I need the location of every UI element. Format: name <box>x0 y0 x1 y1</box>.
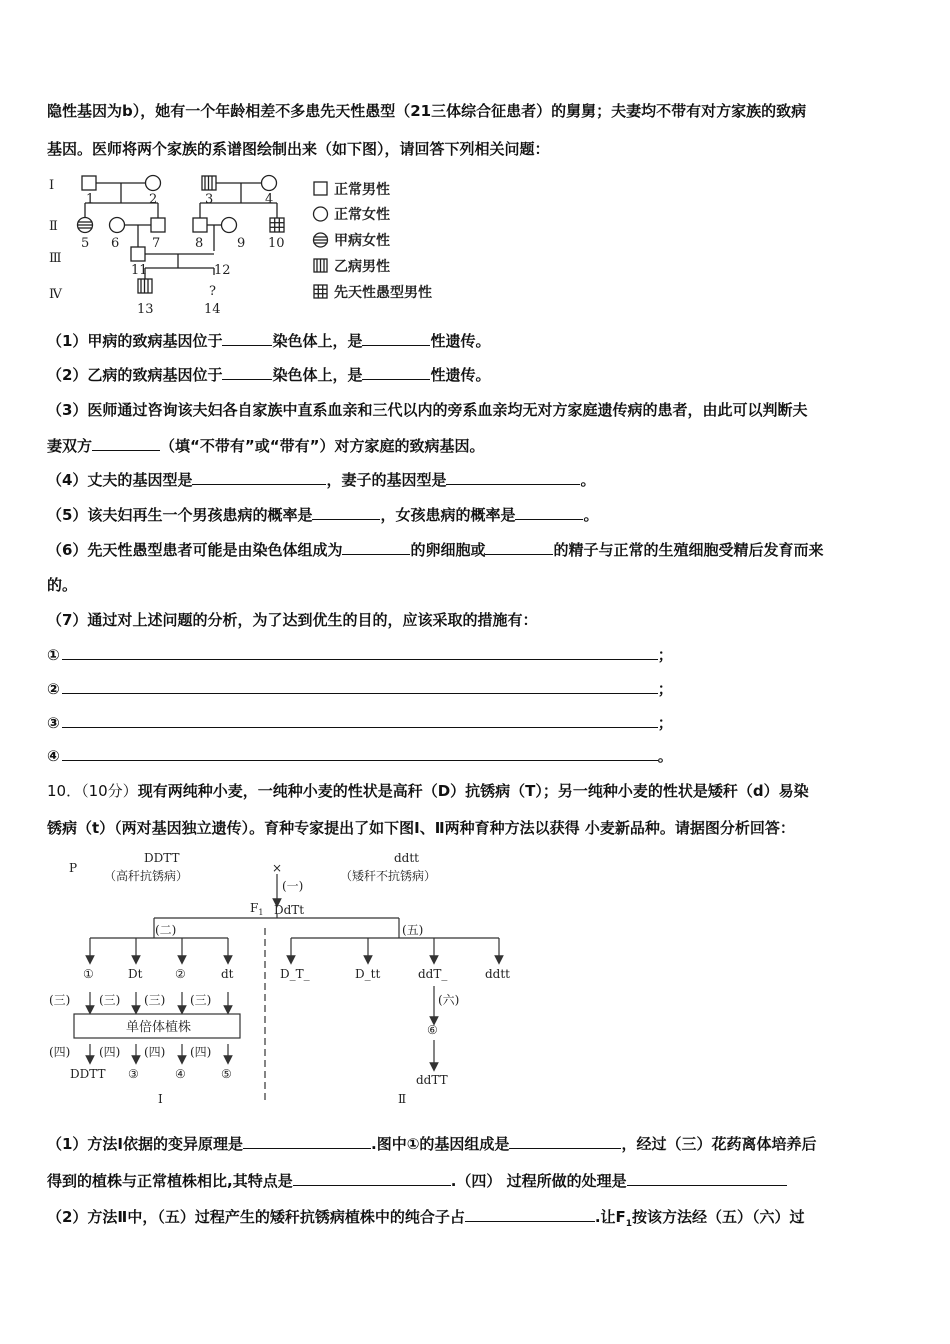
step-3-label: (三) <box>144 993 166 1007</box>
result-4: ④ <box>175 1067 186 1081</box>
individual-8 <box>193 218 207 232</box>
q10-part-1-line-1: （1）方法Ⅰ依据的变异原理是 .图中①的基因组成是 ，经过（三）花药离体培养后 <box>47 1135 817 1153</box>
answer-line-1[interactable]: ① ； <box>47 646 673 664</box>
legend-label: 先天性愚型男性 <box>334 285 432 301</box>
parent1-genotype: DDTT <box>144 851 180 865</box>
type-D_T_: D_T_ <box>280 967 310 981</box>
pedigree-chart <box>44 170 464 320</box>
step-2-label: (二) <box>155 923 177 937</box>
unknown-mark: ? <box>209 284 216 299</box>
result-5: ⑤ <box>221 1067 232 1081</box>
generation-label: Ⅱ <box>49 219 58 234</box>
individual-2 <box>146 176 161 191</box>
generation-label: Ⅳ <box>49 287 62 302</box>
step-4-label: (四) <box>144 1045 166 1059</box>
step-3-label: (三) <box>190 993 212 1007</box>
method-II-label: Ⅱ <box>398 1092 407 1106</box>
legend-label: 正常女性 <box>334 207 390 223</box>
q10-part-2: （2）方法Ⅱ中，（五）过程产生的矮秆抗锈病植株中的纯合子占 .让$F_1$按该方法经（五）（六）过 <box>47 1208 805 1229</box>
type-D_tt: D_tt <box>355 967 381 981</box>
haploid-label: 单倍体植株 <box>126 1020 192 1035</box>
individual-7 <box>151 218 165 232</box>
individual-number: 7 <box>152 236 161 251</box>
individual-number: 5 <box>81 236 90 251</box>
step-4-label: (四) <box>190 1045 212 1059</box>
breeding-diagram <box>44 846 534 1114</box>
step-1-label: (一) <box>282 879 304 893</box>
q10-part-1-line-2: 得到的植株与正常植株相比,其特点是 .（四） 过程所做的处理是 <box>47 1171 904 1191</box>
step-4-label: (四) <box>99 1045 121 1059</box>
step-6-label: (六) <box>438 993 460 1007</box>
individual-number: 11 <box>131 263 148 278</box>
gamete-1: ① <box>83 967 94 981</box>
parent2-genotype: ddtt <box>394 851 420 865</box>
gamete-Dt: Dt <box>128 967 143 981</box>
q9-part-3-line-1: （3）医师通过咨询该夫妇各自家族中直系血亲和三代以内的旁系血亲均无对方家庭遗传病的患者，由此可以判断夫 <box>47 401 808 419</box>
legend-label: 正常男性 <box>334 182 390 198</box>
answer-line-2[interactable]: ② ； <box>47 680 673 698</box>
q9-part-2: （2）乙病的致病基因位于 染色体上，是 性遗传。 <box>47 366 491 384</box>
q10-number: 10． <box>47 782 82 800</box>
q9-part-6-line-2: 的。 <box>47 576 78 594</box>
individual-number: 1 <box>86 192 95 207</box>
q9-part-3-line-2: 妻双方 （填“不带有”或“带有”）对方家庭的致病基因。 <box>47 437 485 455</box>
individual-10 <box>270 218 284 232</box>
individual-number: 9 <box>237 236 246 251</box>
generation-label: Ⅰ <box>49 178 55 193</box>
cross-symbol: × <box>272 861 283 875</box>
method-I-label: Ⅰ <box>158 1092 163 1106</box>
step-5-label: (五) <box>402 923 424 937</box>
q9-part-5: （5）该夫妇再生一个男孩患病的概率是 ，女孩患病的概率是 。 <box>47 506 599 524</box>
individual-9 <box>222 218 237 233</box>
q9-part-4: （4）丈夫的基因型是 ，妻子的基因型是 。 <box>47 471 596 489</box>
answer-line-3[interactable]: ③ ； <box>47 714 673 732</box>
type-ddtt: ddtt <box>485 967 511 981</box>
q10-score: （10分） <box>81 782 138 800</box>
step-4-label: (四) <box>49 1045 71 1059</box>
individual-number: 10 <box>268 236 285 251</box>
q10-stem-line-2: 锈病（t）（两对基因独立遗传）。育种专家提出了如下图Ⅰ、Ⅱ两种育种方法以获得 小麦新品种。请据图分析回答： <box>47 819 795 837</box>
individual-number: 14 <box>204 302 221 317</box>
parent2-phenotype: （矮秆不抗锈病） <box>340 869 437 883</box>
q9-part-7: （7）通过对上述问题的分析，为了达到优生的目的，应该采取的措施有： <box>47 611 538 629</box>
step-3-label: (三) <box>99 993 121 1007</box>
p-label: P <box>69 861 78 875</box>
product-6: ⑥ <box>427 1023 438 1037</box>
individual-number: 12 <box>214 263 231 278</box>
final-ddtt: ddTT <box>416 1073 448 1087</box>
individual-1 <box>82 176 96 190</box>
parent1-phenotype: （高秆抗锈病） <box>104 869 189 883</box>
individual-number: 6 <box>111 236 120 251</box>
gamete-dt: dt <box>221 967 234 981</box>
q10-stem-line-1: 10．（10分）现有两纯种小麦，一纯种小麦的性状是高秆（D）抗锈病（T）；另一纯种小麦的性状是矮秆（d）易染 <box>47 782 809 800</box>
individual-number: 8 <box>195 236 204 251</box>
type-ddT_: ddT_ <box>418 967 448 981</box>
individual-6 <box>110 218 125 233</box>
q9-part-6-line-1: （6）先天性愚型患者可能是由染色体组成为 的卵细胞或 的精子与正常的生殖细胞受精后发育而来 <box>47 541 824 559</box>
f1-label: $F_1$ <box>250 901 264 917</box>
individual-number: 3 <box>205 192 214 207</box>
individual-number: 13 <box>137 302 154 317</box>
intro-line-1: 隐性基因为b），她有一个年龄相差不多患先天性愚型（21三体综合征患者）的舅舅；夫妻均不带有对方家族的致病 <box>47 102 807 120</box>
legend-normal-male-icon <box>314 182 327 195</box>
legend-label: 乙病男性 <box>334 259 390 275</box>
result-3: ③ <box>128 1067 139 1081</box>
individual-number: 4 <box>265 192 274 207</box>
generation-label: Ⅲ <box>49 251 62 266</box>
step-3-label: (三) <box>49 993 71 1007</box>
q9-part-1: （1）甲病的致病基因位于 染色体上，是 性遗传。 <box>47 332 491 350</box>
gamete-2: ② <box>175 967 186 981</box>
legend-down-syndrome-male-icon <box>314 285 327 298</box>
legend-normal-female-icon <box>314 207 328 221</box>
intro-line-2: 基因。医师将两个家族的系谱图绘制出来（如下图），请回答下列相关问题： <box>47 140 550 158</box>
individual-number: 2 <box>149 192 158 207</box>
f1-genotype: DdTt <box>274 903 305 917</box>
legend-label: 甲病女性 <box>334 233 390 249</box>
answer-line-4[interactable]: ④ 。 <box>47 747 673 765</box>
individual-11 <box>131 247 145 261</box>
result-ddtt: DDTT <box>70 1067 106 1081</box>
individual-4 <box>262 176 277 191</box>
